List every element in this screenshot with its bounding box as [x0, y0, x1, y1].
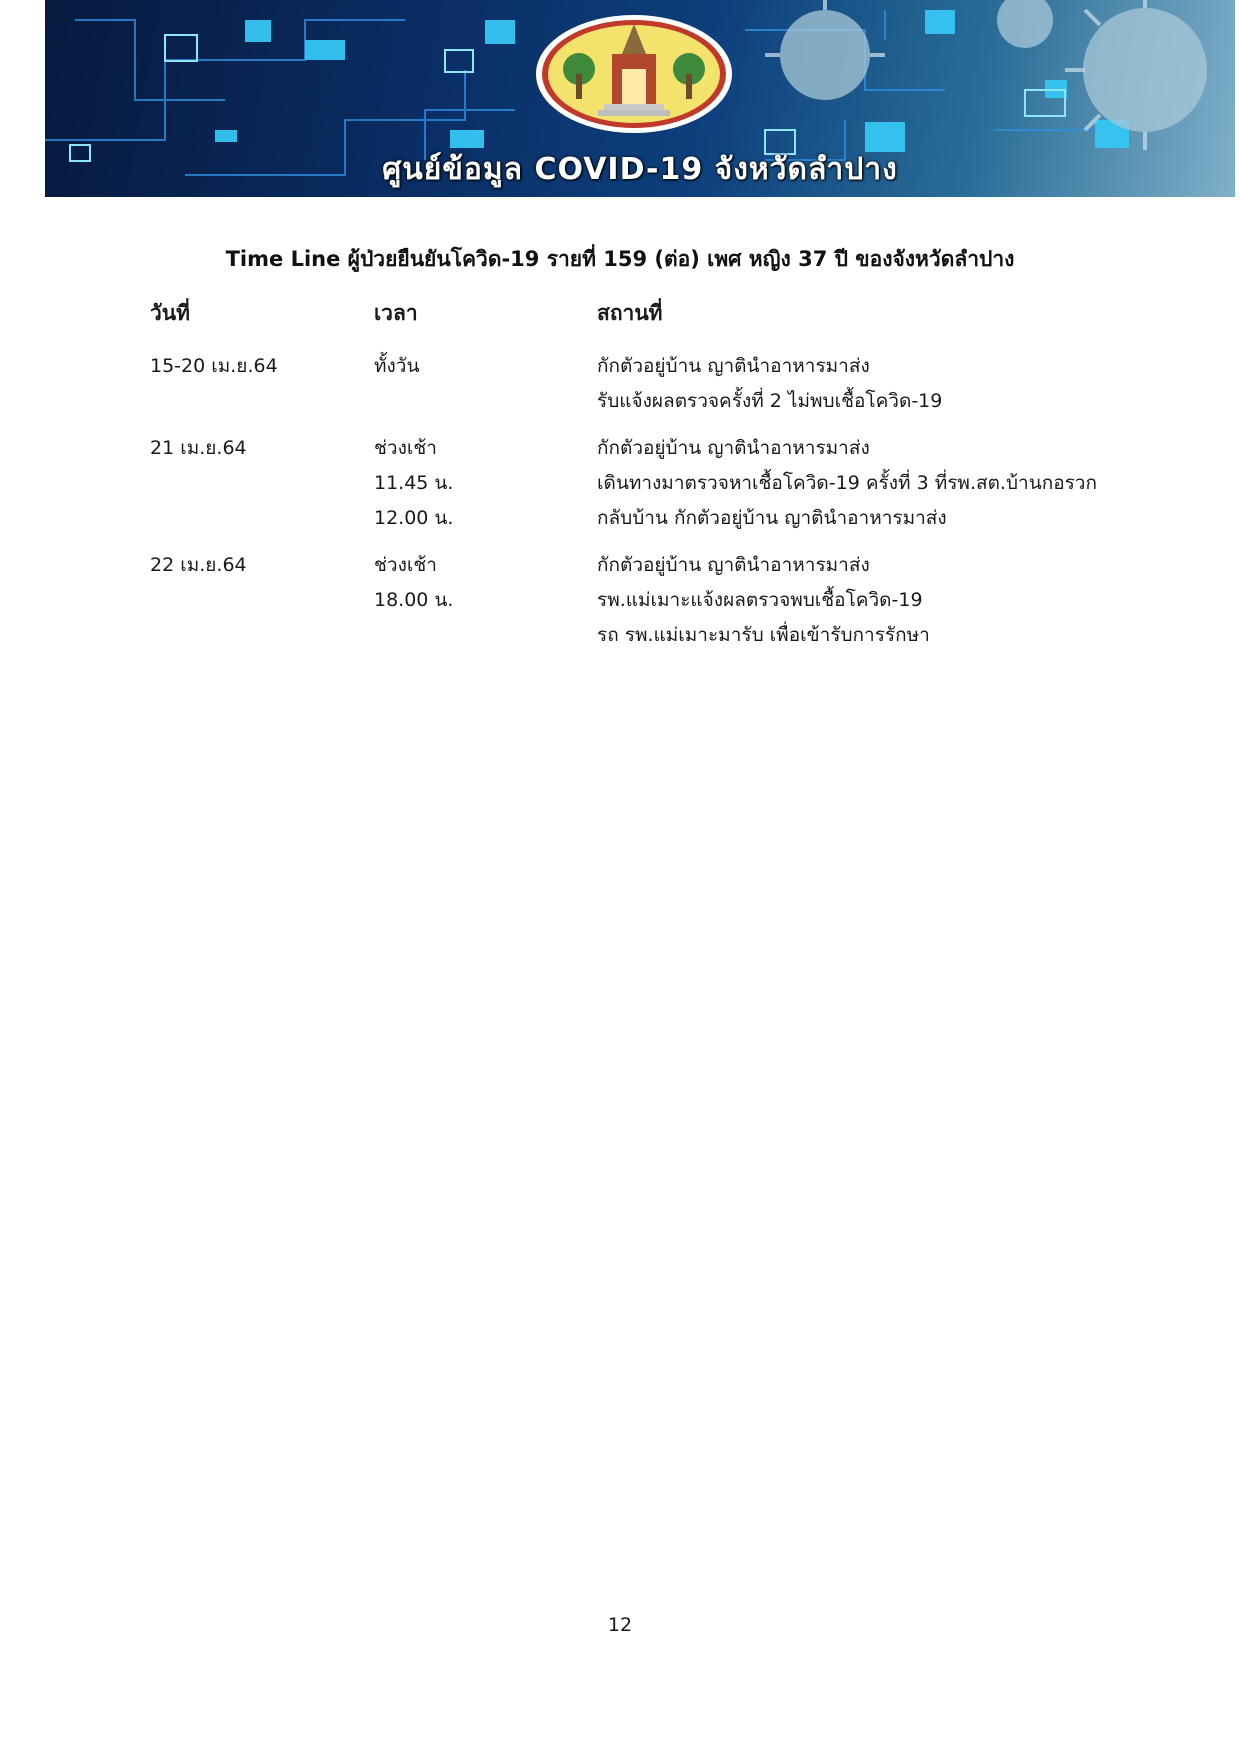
row-times — [374, 431, 453, 536]
header-banner — [45, 0, 1235, 197]
row-place: กลับบ้าน กักตัวอยู่บ้าน ญาตินำอาหารมาส่ง — [597, 507, 947, 529]
table-row — [150, 548, 1150, 653]
timeline-rows — [150, 349, 1150, 665]
row-place: กักตัวอยู่บ้าน ญาตินำอาหารมาส่ง — [597, 554, 870, 576]
table-row — [150, 349, 1150, 419]
banner-title: ศูนย์ข้อมูล COVID-19 จังหวัดลำปาง — [382, 152, 898, 187]
header-time: เวลา — [374, 301, 418, 325]
row-place: รพ.แม่เมาะแจ้งผลตรวจพบเชื้อโควิด-19 — [597, 589, 923, 611]
row-time: ช่วงเช้า — [374, 554, 437, 576]
row-place: เดินทางมาตรวจหาเชื้อโควิด-19 ครั้งที่ 3 ที่รพ.สต.บ้านกอรวก — [597, 472, 1097, 494]
row-date: 22 เม.ย.64 — [150, 554, 247, 576]
page-number: 12 — [607, 1614, 633, 1636]
header-date: วันที่ — [150, 301, 190, 325]
row-time: 12.00 น. — [374, 507, 454, 529]
row-times — [374, 548, 453, 618]
lampang-province-seal-icon — [534, 14, 734, 134]
row-place: กักตัวอยู่บ้าน ญาตินำอาหารมาส่ง — [597, 355, 870, 377]
header-place: สถานที่ — [597, 301, 663, 325]
row-places — [597, 548, 1150, 653]
table-row — [150, 431, 1150, 536]
row-place: รับแจ้งผลตรวจครั้งที่ 2 ไม่พบเชื้อโควิด-19 — [597, 390, 943, 412]
row-time: 18.00 น. — [374, 589, 454, 611]
document-title: Time Line ผู้ป่วยยืนยันโควิด-19 รายที่ 159 (ต่อ) เพศ หญิง 37 ปี ของจังหวัดลำปาง — [225, 247, 1015, 271]
row-time: ช่วงเช้า — [374, 437, 437, 459]
row-places — [597, 431, 1150, 536]
row-place: กักตัวอยู่บ้าน ญาตินำอาหารมาส่ง — [597, 437, 870, 459]
row-place: รถ รพ.แม่เมาะมารับ เพื่อเข้ารับการรักษา — [597, 624, 930, 646]
row-time: 11.45 น. — [374, 472, 454, 494]
row-places — [597, 349, 1150, 419]
row-date: 21 เม.ย.64 — [150, 437, 247, 459]
row-date: 15-20 เม.ย.64 — [150, 355, 278, 377]
row-times — [374, 349, 419, 384]
row-time: ทั้งวัน — [374, 355, 420, 377]
